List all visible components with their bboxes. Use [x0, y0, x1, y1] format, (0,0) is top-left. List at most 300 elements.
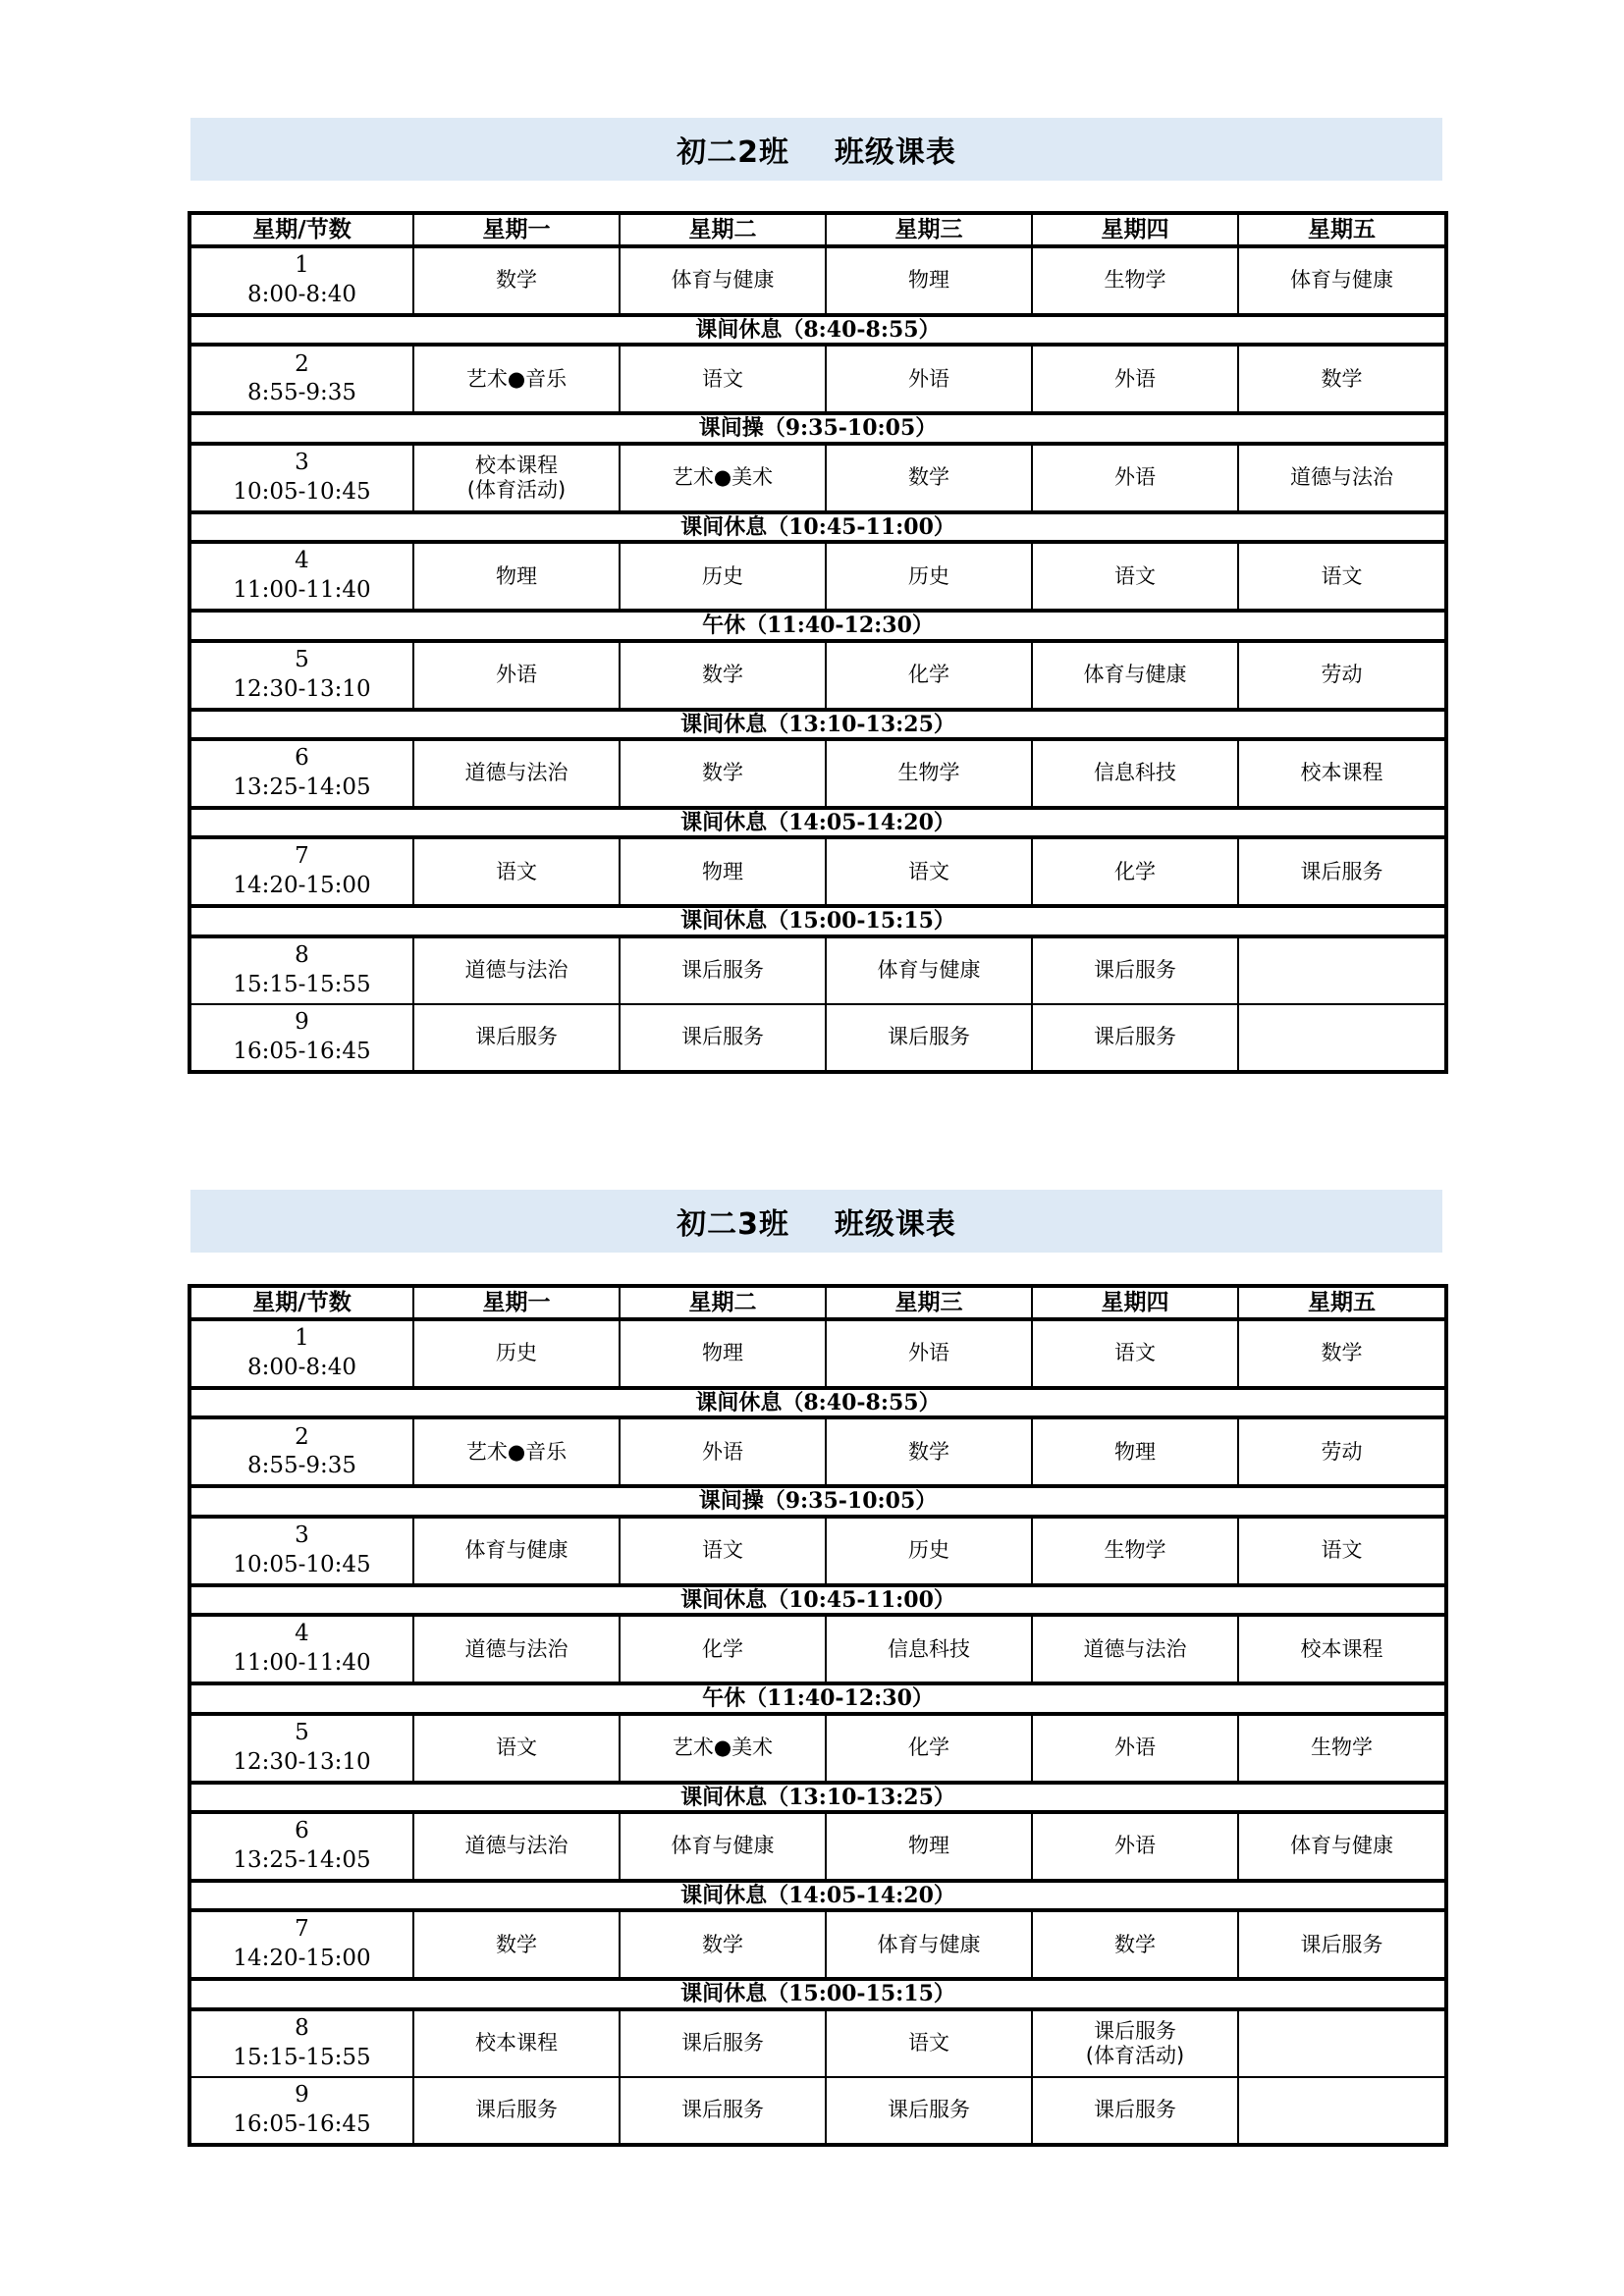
course-cell-wednesday	[826, 1417, 1032, 1486]
course-cell-monday	[413, 641, 620, 710]
course-name: 化学	[908, 1735, 949, 1759]
header-row	[189, 1286, 1446, 1319]
break-label: 午休（11:40-12:30）	[189, 611, 1446, 640]
break-row	[189, 413, 1446, 443]
course-cell-thursday	[1032, 1615, 1238, 1683]
period-number: 1	[295, 1325, 309, 1352]
period-cell	[189, 345, 413, 413]
course-name: 数学	[702, 662, 743, 686]
course-name: 数学	[908, 465, 949, 490]
period-cell	[189, 1910, 413, 1979]
period-time: 10:05-10:45	[233, 478, 371, 505]
break-label: 课间休息（10:45-11:00）	[189, 1585, 1446, 1615]
title-suffix: 班级课表	[834, 1207, 956, 1242]
course-cell-friday	[1238, 542, 1446, 611]
course-cell-tuesday	[620, 246, 826, 315]
course-name: 体育与健康	[1290, 268, 1393, 293]
timetable	[188, 1284, 1448, 2147]
course-cell-thursday	[1032, 1517, 1238, 1585]
period-row	[189, 1417, 1446, 1486]
course-cell-tuesday	[620, 1417, 826, 1486]
course-cell-thursday	[1032, 1812, 1238, 1881]
course-cell-monday	[413, 1517, 620, 1585]
period-row	[189, 542, 1446, 611]
course-name: 化学	[1114, 859, 1156, 883]
period-number: 5	[295, 646, 309, 672]
course-name: 生物学	[897, 761, 960, 785]
period-row	[189, 1319, 1446, 1388]
header-period-label: 星期/节数	[189, 213, 413, 246]
course-cell-tuesday	[620, 1319, 826, 1388]
period-cell	[189, 1812, 413, 1881]
course-cell-tuesday	[620, 1615, 826, 1683]
course-cell-wednesday	[826, 444, 1032, 512]
course-name: 信息科技	[1094, 761, 1176, 785]
course-cell-wednesday	[826, 641, 1032, 710]
header-wednesday: 星期三	[826, 1286, 1032, 1319]
title-suffix: 班级课表	[834, 135, 956, 170]
course-cell-monday	[413, 739, 620, 808]
course-name: 道德与法治	[464, 761, 568, 785]
course-name: 课后服务	[681, 1025, 764, 1049]
period-number: 7	[295, 843, 309, 870]
course-cell-monday	[413, 246, 620, 315]
course-name: 课后服务	[681, 2098, 764, 2122]
period-number: 6	[295, 1818, 309, 1844]
course-name: 课后服务	[1094, 2098, 1176, 2122]
header-period-label: 星期/节数	[189, 1286, 413, 1319]
course-name: 生物学	[1104, 268, 1166, 293]
period-number: 8	[295, 2014, 309, 2041]
course-cell-friday	[1238, 1812, 1446, 1881]
course-name: 数学	[1321, 1341, 1363, 1365]
break-label: 课间休息（13:10-13:25）	[189, 710, 1446, 739]
course-cell-monday	[413, 1812, 620, 1881]
period-row	[189, 246, 1446, 315]
course-name: 历史	[702, 563, 743, 588]
header-monday: 星期一	[413, 1286, 620, 1319]
course-name: 课后服务	[1300, 859, 1383, 883]
course-name: 历史	[496, 1341, 537, 1365]
period-row	[189, 345, 1446, 413]
period-cell	[189, 444, 413, 512]
schedule-title	[190, 1190, 1442, 1253]
period-cell	[189, 542, 413, 611]
period-cell	[189, 641, 413, 710]
course-name: 艺术●美术	[672, 465, 774, 490]
course-cell-friday	[1238, 1319, 1446, 1388]
period-row	[189, 2009, 1446, 2077]
course-cell-monday	[413, 1417, 620, 1486]
period-cell	[189, 1319, 413, 1388]
course-name: 物理	[702, 859, 743, 883]
course-cell-tuesday	[620, 444, 826, 512]
course-cell-thursday	[1032, 1910, 1238, 1979]
course-cell-tuesday	[620, 641, 826, 710]
period-cell	[189, 1714, 413, 1783]
period-time: 14:20-15:00	[233, 1946, 371, 1972]
period-time: 10:05-10:45	[233, 1551, 371, 1577]
course-cell-wednesday	[826, 542, 1032, 611]
course-name: 体育与健康	[671, 1834, 775, 1858]
course-cell-monday	[413, 1004, 620, 1072]
period-cell	[189, 1417, 413, 1486]
course-name: 体育与健康	[464, 1538, 568, 1563]
course-cell-wednesday	[826, 246, 1032, 315]
break-row	[189, 315, 1446, 345]
course-cell-friday	[1238, 1004, 1446, 1072]
break-label: 课间操（9:35-10:05）	[189, 413, 1446, 443]
course-name: 语文	[1321, 563, 1363, 588]
course-cell-monday	[413, 1615, 620, 1683]
period-cell	[189, 1517, 413, 1585]
course-cell-thursday	[1032, 2009, 1238, 2077]
header-friday: 星期五	[1238, 213, 1446, 246]
course-name: 历史	[908, 1538, 949, 1563]
period-time: 8:55-9:35	[246, 1453, 357, 1479]
break-row	[189, 1783, 1446, 1812]
course-name: 物理	[1114, 1439, 1156, 1464]
header-tuesday: 星期二	[620, 1286, 826, 1319]
course-name: 外语	[908, 366, 949, 391]
course-cell-thursday	[1032, 641, 1238, 710]
course-name: 艺术●美术	[672, 1735, 774, 1759]
course-cell-tuesday	[620, 345, 826, 413]
period-time: 8:55-9:35	[246, 380, 357, 406]
course-name: 外语	[1114, 465, 1156, 490]
header-monday: 星期一	[413, 213, 620, 246]
course-cell-thursday	[1032, 345, 1238, 413]
course-name: 劳动	[1321, 1439, 1363, 1464]
period-time: 12:30-13:10	[233, 1748, 371, 1775]
break-label: 课间休息（14:05-14:20）	[189, 808, 1446, 837]
course-name: 体育与健康	[1083, 662, 1187, 686]
course-name: 课后服务	[1094, 2018, 1176, 2043]
course-name: 课后服务	[475, 2098, 558, 2122]
course-name: 课后服务	[681, 958, 764, 983]
course-cell-wednesday	[826, 2009, 1032, 2077]
break-label: 课间操（9:35-10:05）	[189, 1486, 1446, 1516]
course-cell-thursday	[1032, 1004, 1238, 1072]
period-number: 5	[295, 1719, 309, 1745]
course-name: 道德与法治	[1083, 1636, 1187, 1661]
course-name: 语文	[702, 1538, 743, 1563]
course-name: 课后服务	[1300, 1932, 1383, 1956]
period-row	[189, 936, 1446, 1004]
period-cell	[189, 2077, 413, 2145]
course-cell-monday	[413, 1319, 620, 1388]
course-cell-monday	[413, 1910, 620, 1979]
course-name: 道德与法治	[464, 958, 568, 983]
course-cell-wednesday	[826, 2077, 1032, 2145]
course-name: 数学	[1114, 1932, 1156, 1956]
period-number: 3	[295, 449, 309, 475]
period-time: 11:00-11:40	[233, 1650, 371, 1677]
course-name: 课后服务	[1094, 958, 1176, 983]
course-cell-friday	[1238, 1417, 1446, 1486]
break-row	[189, 512, 1446, 542]
course-name: 外语	[496, 662, 537, 686]
break-row	[189, 1881, 1446, 1910]
break-row	[189, 906, 1446, 935]
course-name: 体育与健康	[877, 958, 981, 983]
period-cell	[189, 2009, 413, 2077]
period-row	[189, 739, 1446, 808]
course-name: 物理	[702, 1341, 743, 1365]
course-cell-friday	[1238, 1910, 1446, 1979]
course-cell-thursday	[1032, 739, 1238, 808]
course-name: 数学	[496, 268, 537, 293]
course-name: 语文	[1114, 1341, 1156, 1365]
course-name: 语文	[1321, 1538, 1363, 1563]
course-cell-friday	[1238, 2077, 1446, 2145]
course-cell-monday	[413, 542, 620, 611]
course-cell-wednesday	[826, 739, 1032, 808]
period-time: 16:05-16:45	[233, 1038, 371, 1064]
period-number: 2	[295, 350, 309, 377]
break-label: 课间休息（15:00-15:15）	[189, 906, 1446, 935]
course-name: 课后服务	[475, 1025, 558, 1049]
period-number: 9	[295, 2081, 309, 2108]
period-cell	[189, 837, 413, 906]
period-row	[189, 1615, 1446, 1683]
course-cell-monday	[413, 2009, 620, 2077]
course-cell-monday	[413, 936, 620, 1004]
header-thursday: 星期四	[1032, 213, 1238, 246]
course-name: 物理	[496, 563, 537, 588]
course-cell-friday	[1238, 739, 1446, 808]
period-cell	[189, 1004, 413, 1072]
period-number: 1	[295, 252, 309, 279]
course-cell-wednesday	[826, 936, 1032, 1004]
course-name: 道德与法治	[464, 1636, 568, 1661]
period-time: 12:30-13:10	[233, 675, 371, 702]
period-row	[189, 444, 1446, 512]
period-row	[189, 641, 1446, 710]
course-cell-monday	[413, 2077, 620, 2145]
course-cell-thursday	[1032, 1319, 1238, 1388]
course-cell-wednesday	[826, 1319, 1032, 1388]
course-cell-tuesday	[620, 1517, 826, 1585]
course-name: 语文	[908, 859, 949, 883]
course-name: 语文	[702, 366, 743, 391]
course-cell-friday	[1238, 641, 1446, 710]
course-name: 化学	[908, 662, 949, 686]
course-name: 体育与健康	[671, 268, 775, 293]
course-cell-wednesday	[826, 1910, 1032, 1979]
course-cell-wednesday	[826, 345, 1032, 413]
course-name: 道德与法治	[464, 1834, 568, 1858]
header-tuesday: 星期二	[620, 213, 826, 246]
course-cell-friday	[1238, 1714, 1446, 1783]
period-time: 16:05-16:45	[233, 2110, 371, 2137]
course-cell-tuesday	[620, 936, 826, 1004]
course-cell-tuesday	[620, 739, 826, 808]
course-cell-thursday	[1032, 444, 1238, 512]
course-cell-tuesday	[620, 2009, 826, 2077]
break-label: 课间休息（8:40-8:55）	[189, 1388, 1446, 1417]
course-name: 外语	[1114, 366, 1156, 391]
course-name: 课后服务	[888, 2098, 970, 2122]
course-name: 道德与法治	[1290, 465, 1393, 490]
course-name: 数学	[702, 761, 743, 785]
break-row	[189, 611, 1446, 640]
course-cell-monday	[413, 1714, 620, 1783]
course-name: 校本课程	[1300, 1636, 1383, 1661]
course-cell-tuesday	[620, 1714, 826, 1783]
period-row	[189, 837, 1446, 906]
break-row	[189, 1388, 1446, 1417]
course-cell-wednesday	[826, 1004, 1032, 1072]
course-cell-wednesday	[826, 1812, 1032, 1881]
period-row	[189, 1714, 1446, 1783]
course-cell-friday	[1238, 444, 1446, 512]
course-name: 体育与健康	[877, 1932, 981, 1956]
period-time: 14:20-15:00	[233, 873, 371, 899]
break-label: 午休（11:40-12:30）	[189, 1683, 1446, 1713]
period-time: 13:25-14:05	[233, 774, 371, 800]
course-name: 语文	[1114, 563, 1156, 588]
period-number: 2	[295, 1423, 309, 1450]
course-note: (体育活动)	[1085, 2043, 1185, 2067]
break-label: 课间休息（13:10-13:25）	[189, 1783, 1446, 1812]
course-name: 化学	[702, 1636, 743, 1661]
break-row	[189, 1486, 1446, 1516]
period-time: 13:25-14:05	[233, 1846, 371, 1873]
course-name: 校本课程	[475, 2031, 558, 2056]
header-row	[189, 213, 1446, 246]
course-cell-tuesday	[620, 1812, 826, 1881]
course-cell-thursday	[1032, 2077, 1238, 2145]
period-number: 4	[295, 1621, 309, 1647]
period-cell	[189, 1615, 413, 1683]
schedule-title	[190, 118, 1442, 181]
break-row	[189, 808, 1446, 837]
period-time: 8:00-8:40	[246, 1355, 357, 1380]
header-wednesday: 星期三	[826, 213, 1032, 246]
course-cell-friday	[1238, 345, 1446, 413]
course-name: 校本课程	[1300, 761, 1383, 785]
course-name: 数学	[496, 1932, 537, 1956]
course-name: 物理	[908, 1834, 949, 1858]
period-number: 7	[295, 1916, 309, 1943]
course-cell-thursday	[1032, 1417, 1238, 1486]
course-name: 历史	[908, 563, 949, 588]
break-row	[189, 1979, 1446, 2008]
course-name: 语文	[496, 859, 537, 883]
period-time: 8:00-8:40	[246, 282, 357, 307]
course-name: 课后服务	[888, 1025, 970, 1049]
course-name: 课后服务	[1094, 1025, 1176, 1049]
course-name: 体育与健康	[1290, 1834, 1393, 1858]
period-time: 15:15-15:55	[233, 971, 371, 997]
course-name: 数学	[1321, 366, 1363, 391]
course-name: 外语	[908, 1341, 949, 1365]
course-name: 生物学	[1104, 1538, 1166, 1563]
header-thursday: 星期四	[1032, 1286, 1238, 1319]
header-friday: 星期五	[1238, 1286, 1446, 1319]
course-cell-wednesday	[826, 1615, 1032, 1683]
course-name: 课后服务	[681, 2031, 764, 2056]
course-name: 生物学	[1311, 1735, 1373, 1759]
course-name: 数学	[702, 1932, 743, 1956]
course-name: 外语	[1114, 1735, 1156, 1759]
course-cell-thursday	[1032, 936, 1238, 1004]
period-number: 8	[295, 941, 309, 968]
course-cell-wednesday	[826, 1517, 1032, 1585]
course-name: 语文	[908, 2031, 949, 2056]
period-time: 11:00-11:40	[233, 577, 371, 604]
period-number: 3	[295, 1522, 309, 1548]
course-cell-thursday	[1032, 1714, 1238, 1783]
course-cell-friday	[1238, 1517, 1446, 1585]
course-cell-tuesday	[620, 1910, 826, 1979]
period-row	[189, 1910, 1446, 1979]
course-cell-monday	[413, 345, 620, 413]
break-label: 课间休息（10:45-11:00）	[189, 512, 1446, 542]
period-row	[189, 1517, 1446, 1585]
course-name: 艺术●音乐	[465, 1439, 568, 1464]
course-name: 外语	[702, 1439, 743, 1464]
period-cell	[189, 246, 413, 315]
break-label: 课间休息（15:00-15:15）	[189, 1979, 1446, 2008]
course-cell-thursday	[1032, 246, 1238, 315]
period-cell	[189, 936, 413, 1004]
course-name: 数学	[908, 1439, 949, 1464]
course-cell-tuesday	[620, 1004, 826, 1072]
period-number: 9	[295, 1008, 309, 1035]
course-name: 艺术●音乐	[465, 366, 568, 391]
course-cell-friday	[1238, 936, 1446, 1004]
course-cell-thursday	[1032, 837, 1238, 906]
period-cell	[189, 739, 413, 808]
course-cell-friday	[1238, 837, 1446, 906]
period-number: 6	[295, 745, 309, 772]
course-cell-friday	[1238, 246, 1446, 315]
course-name: 劳动	[1321, 662, 1363, 686]
break-row	[189, 1585, 1446, 1615]
class-name: 初二2班	[677, 135, 790, 170]
course-cell-wednesday	[826, 837, 1032, 906]
course-cell-friday	[1238, 2009, 1446, 2077]
break-row	[189, 710, 1446, 739]
course-name: 语文	[496, 1735, 537, 1759]
class-name: 初二3班	[677, 1207, 790, 1242]
period-row	[189, 2077, 1446, 2145]
course-note: (体育活动)	[466, 477, 567, 502]
course-name: 校本课程	[475, 453, 558, 477]
course-cell-thursday	[1032, 542, 1238, 611]
course-cell-wednesday	[826, 1714, 1032, 1783]
course-name: 外语	[1114, 1834, 1156, 1858]
break-label: 课间休息（14:05-14:20）	[189, 1881, 1446, 1910]
break-label: 课间休息（8:40-8:55）	[189, 315, 1446, 345]
period-time: 15:15-15:55	[233, 2044, 371, 2070]
course-cell-monday	[413, 837, 620, 906]
period-row	[189, 1812, 1446, 1881]
timetable	[188, 211, 1448, 1074]
break-row	[189, 1683, 1446, 1713]
period-number: 4	[295, 548, 309, 574]
course-cell-tuesday	[620, 837, 826, 906]
period-row	[189, 1004, 1446, 1072]
course-cell-tuesday	[620, 542, 826, 611]
course-cell-friday	[1238, 1615, 1446, 1683]
course-cell-monday	[413, 444, 620, 512]
course-name: 物理	[908, 268, 949, 293]
course-name: 信息科技	[888, 1636, 970, 1661]
course-cell-tuesday	[620, 2077, 826, 2145]
